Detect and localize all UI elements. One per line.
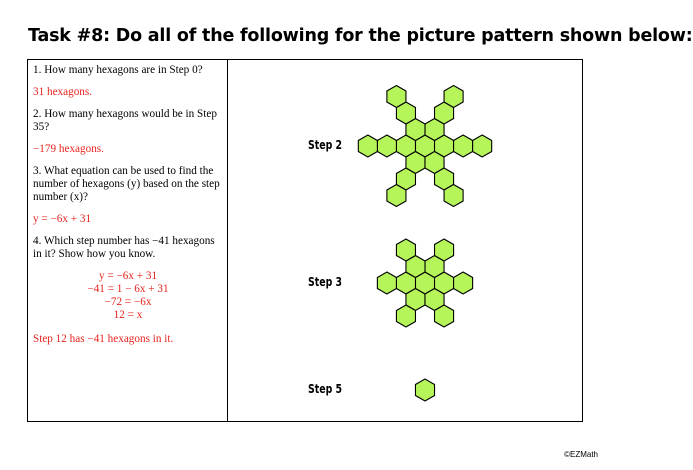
answer-3: y = −6x + 31 [33,213,92,225]
hexagon [387,86,406,108]
hexagon [454,272,473,294]
question-2: 2. How many hexagons would be in Step 35? [33,108,217,133]
step-3-label: Step 3 [308,275,343,289]
work-line: y = −6x + 31 [98,270,158,282]
hexagon-figures [28,60,584,423]
step-5-figure [415,379,434,401]
answer-1: 31 hexagons. [33,86,93,98]
step-2-figure [358,86,491,207]
hexagon [444,86,463,108]
hexagon [435,239,454,261]
task-table [27,59,583,422]
question-4: 4. Which step number has −41 hexagons in it? Show how you know. [33,235,215,260]
hexagon [454,135,473,157]
hexagon [358,135,377,157]
hexagon [396,305,415,327]
hexagon [396,239,415,261]
hexagon [473,135,492,157]
work-line: −41 = 1 − 6x + 31 [87,283,169,295]
step-5-label: Step 5 [308,382,343,396]
hexagon [415,379,434,401]
question-1: 1. How many hexagons are in Step 0? [33,64,203,76]
conclusion: Step 12 has −41 hexagons in it. [33,333,174,345]
step-3-figure [377,239,472,327]
work-line: 12 = x [113,309,143,321]
task-title: Task #8: Do all of the following for the picture pattern shown below: [28,26,693,46]
copyright: ©EZMath [564,450,598,459]
hexagon [377,135,396,157]
hexagon [387,185,406,207]
answer-2: −179 hexagons. [33,143,104,155]
hexagon [444,185,463,207]
hexagon [435,305,454,327]
question-3: 3. What equation can be used to find the number of hexagons (y) based on the step number (x)? [33,165,220,203]
hexagon [377,272,396,294]
work-line: −72 = −6x [104,296,152,308]
step-2-label: Step 2 [308,138,343,152]
